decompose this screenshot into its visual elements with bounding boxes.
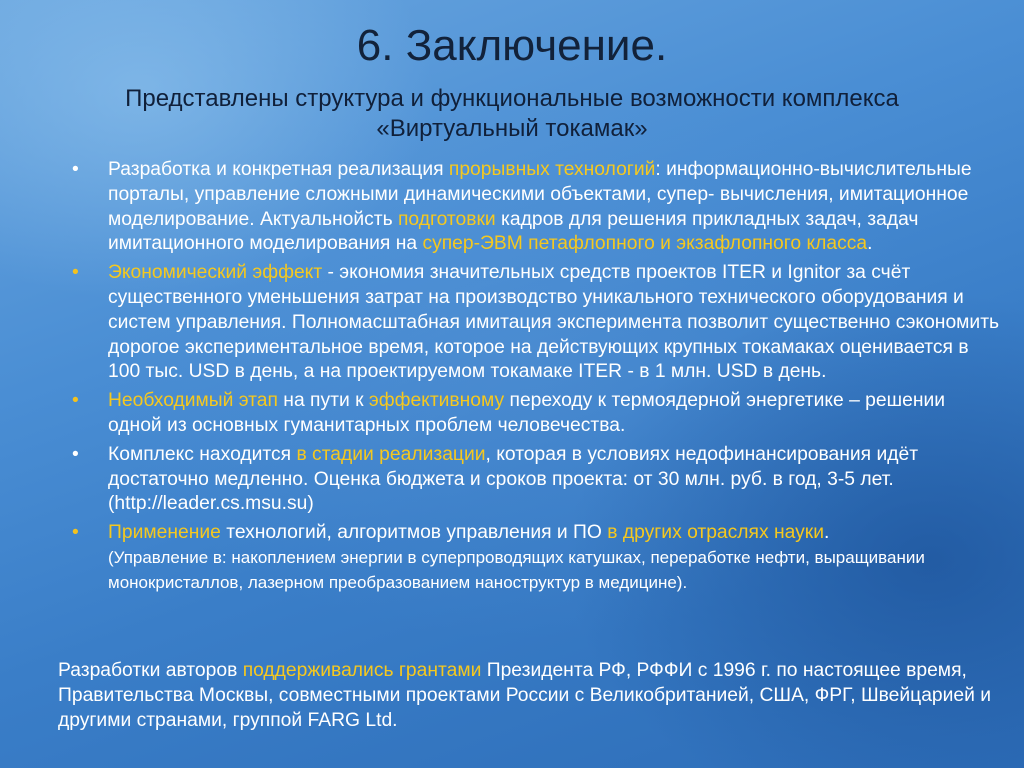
highlight-text: в других отраслях науки (607, 522, 824, 544)
bullet-item-technologies (70, 158, 1000, 257)
bullet-text: Разработка и конкретная реализация (108, 159, 449, 180)
funding-note (58, 658, 998, 733)
bullet-item-implementation-stage (70, 443, 1000, 517)
bullet-dot-icon: • (72, 522, 79, 544)
bullet-dot-icon: • (72, 390, 79, 412)
highlight-text: прорывных технологий (448, 159, 656, 180)
bullet-note: (Управление в: накоплением энергии в суперпроводящих катушках, переработке нефти, выращивании монокристаллов, лазерном преобразованием наноструктур в медицине). (108, 547, 925, 592)
bullet-dot-icon: • (72, 159, 79, 180)
bullet-text: , которая в условиях недофинансирования идёт достаточно медленно. Оценка бюджета и сроков проекта: от 30 млн. руб. в год, 3-5 лет. (http://leader.cs.msu.su) (108, 443, 919, 515)
conclusion-bullet-list (70, 158, 1000, 600)
bullet-item-application (70, 521, 1000, 595)
slide-title: 6. Заключение. (356, 21, 668, 70)
highlight-text: Необходимый этап (108, 390, 278, 412)
highlight-text: Применение (108, 522, 221, 544)
bullet-text: . (823, 522, 830, 544)
highlight-text: подготовки (397, 208, 496, 230)
bullet-text: на пути к (277, 390, 369, 412)
bullet-dot-icon: • (72, 262, 79, 284)
bullet-text: кадров для решения прикладных задач, задач имитационного моделирования на (108, 208, 919, 255)
highlight-text: эффективному (368, 390, 505, 412)
bullet-item-necessary-stage (70, 389, 1000, 439)
bullet-item-economic-effect (70, 261, 1000, 385)
footer-text: Президента РФ, РФФИ с 1996 г. по настоящее время, Правительства Москвы, совместными проектами России с Великобританией, США, ФРГ, Швейцарией и другими странами, группой FARG Ltd. (58, 660, 992, 731)
highlight-text: супер-ЭВМ петафлопного и экзафлопного класса (422, 233, 868, 255)
footer-text: Разработки авторов (58, 660, 243, 681)
bullet-text: : информационно-вычислительные порталы, управление сложными динамическими объектами, супер- вычисления, имитационное моделирование. Актуальнойсть (108, 159, 972, 230)
bullet-text: - экономия значительных средств проектов ITER и Ignitor за счёт существенного уменьшения затрат на производство уникального технического оборудования и систем управления. Полномасштабная имитация эксперимента позволит существенно сэкономить дорогое экспериментальное время, которое на действующих крупных токамаках оценивается в 100 тыс. USD в день, а на проектируемом токамаке ITER - в 1 млн. USD в день. (108, 262, 1000, 383)
bullet-dot-icon: • (72, 443, 79, 465)
subtitle-line-1: Представлены структура и функциональные возможности комплекса (125, 85, 899, 112)
bullet-text: . (867, 233, 873, 255)
bullet-text: переходу к термоядерной энергетике – решении одной из основных гуманитарных проблем человечества. (108, 390, 946, 436)
subtitle-line-2: «Виртуальный токамак» (376, 115, 648, 142)
highlight-text: в стадии реализации (296, 443, 486, 465)
slide-subtitle (30, 84, 994, 144)
highlight-text: Экономический эффект (108, 262, 323, 284)
bullet-text: Комплекс находится (108, 443, 297, 465)
highlight-text: поддерживались грантами (242, 660, 482, 681)
bullet-text: технологий, алгоритмов управления и ПО (220, 522, 608, 544)
